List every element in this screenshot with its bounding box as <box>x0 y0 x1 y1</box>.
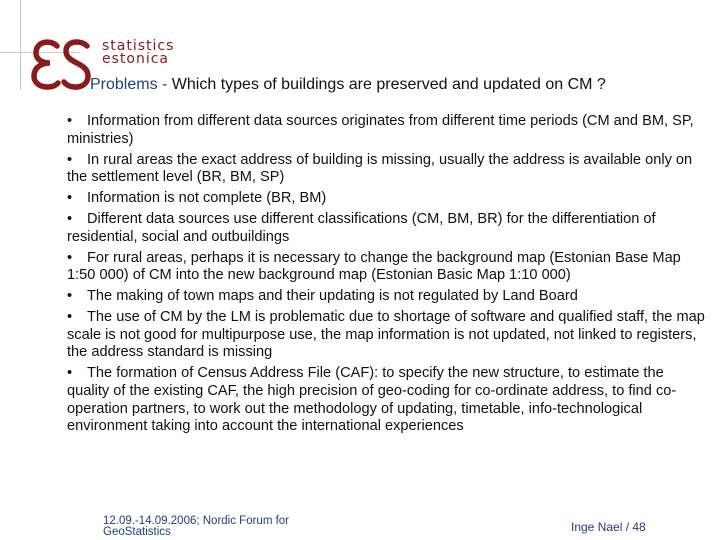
bullet-icon: • <box>67 249 73 266</box>
bullet-icon: • <box>67 365 73 382</box>
bullet-text: In rural areas the exact address of building is missing, usually the address is available only on the settlement level (BR, BM, SP) <box>67 151 693 186</box>
footer-event-line2: GeoStatistics <box>103 526 171 538</box>
bullet-icon: • <box>67 288 73 305</box>
title-text: Which types of buildings are preserved and updated on CM ? <box>171 76 606 93</box>
logo-line-statistics: statistics <box>102 38 175 54</box>
bullet-icon: • <box>67 113 73 129</box>
bullet-text: Different data sources use different classifications (CM, BM, BR) for the differentiation of residential, social and outbuildings <box>67 211 656 245</box>
bullet-text: The making of town maps and their updating is not regulated by Land Board <box>87 288 578 305</box>
statistics-estonia-logo-icon <box>30 36 92 94</box>
bullet-list <box>67 113 707 439</box>
bullet-item <box>67 211 707 246</box>
bullet-text: Information from different data sources originates from different time periods (CM and BM, SP, ministries) <box>67 113 694 147</box>
bullet-item <box>67 190 707 208</box>
footer-author-page: Inge Nael / 48 <box>571 520 646 534</box>
logo-wordmark <box>102 40 174 66</box>
title-prefix: Problems <box>90 76 158 93</box>
bullet-text: Information is not complete (BR, BM) <box>87 190 327 207</box>
bullet-icon: • <box>67 211 73 228</box>
footer-event <box>103 516 289 538</box>
bullet-text: The use of CM by the LM is problematic due to shortage of software and qualified staff, the map scale is not good for multipurpose use, the map information is not updated, not linked to registers, the address standard is missing <box>67 309 705 361</box>
bullet-item <box>67 152 707 187</box>
bullet-item <box>67 250 707 285</box>
bullet-item <box>67 288 707 306</box>
slide-title <box>90 76 606 94</box>
bullet-icon: • <box>67 151 73 168</box>
bullet-icon: • <box>67 309 73 326</box>
bullet-item <box>67 113 707 148</box>
bullet-icon: • <box>67 190 73 207</box>
decorative-vertical-line <box>20 0 21 90</box>
bullet-text: For rural areas, perhaps it is necessary to change the background map (Estonian Base Map 1:50 000) of CM into the new background map (Estonian Basic Map 1:10 000) <box>67 249 681 284</box>
bullet-item <box>67 365 707 435</box>
bullet-text: The formation of Census Address File (CAF): to specify the new structure, to estimate the quality of the existing CAF, the high precision of geo-coding for co-ordinate address, to find co-operation partners, to work out the methodology of updating, timetable, info-technological environment taking into account the international experiences <box>67 365 677 435</box>
footer-event-line1: 12.09.-14.09.2006; Nordic Forum for <box>103 515 290 527</box>
bullet-item <box>67 309 707 362</box>
logo-line-estonica: estonica <box>102 51 170 67</box>
title-separator: - <box>157 76 172 93</box>
